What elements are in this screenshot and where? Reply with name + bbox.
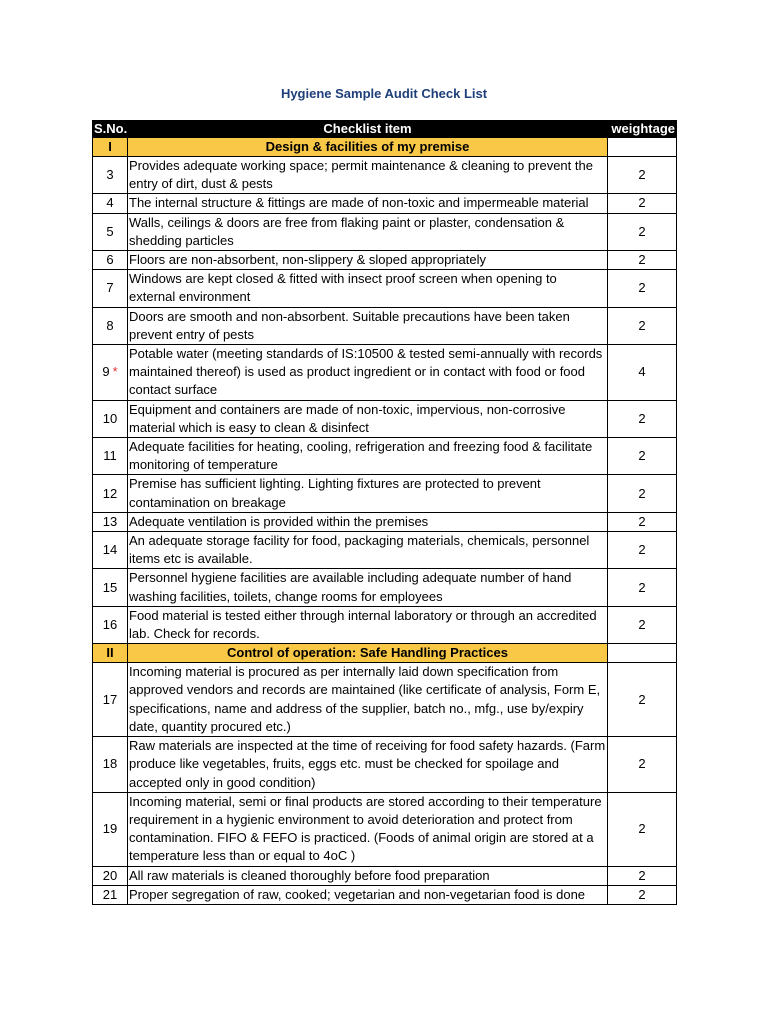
table-row (93, 606, 677, 643)
row-weightage: 2 (608, 194, 677, 213)
checklist-item-text: An adequate storage facility for food, packaging materials, chemicals, personnel items etc is available. (128, 532, 608, 569)
header-checklist-item: Checklist item (128, 121, 608, 138)
checklist-item-text: Potable water (meeting standards of IS:10500 & tested semi-annually with records maintained thereof) is used as product ingredient or in contact with food or food contact surface (128, 345, 608, 401)
checklist-item-text: Personnel hygiene facilities are available including adequate number of hand washing facilities, toilets, change rooms for employees (128, 569, 608, 606)
row-serial-number (93, 663, 128, 737)
critical-mark: * (112, 364, 118, 380)
serial-number-text: 6 (106, 252, 114, 268)
serial-number-text: 7 (106, 280, 114, 296)
checklist-item-text: Incoming material is procured as per internally laid down specification from approved vendors and records are maintained (like certificate of analysis, Form E, specifications, name and address of the supplier, batch no., mfg., use by/expiry date, quantity procured etc.) (128, 663, 608, 737)
table-body (93, 138, 677, 905)
table-row (93, 194, 677, 213)
row-serial-number (93, 737, 128, 793)
serial-number-text: 9 (102, 364, 110, 380)
row-weightage: 2 (608, 885, 677, 904)
section-title: Control of operation: Safe Handling Practices (128, 644, 608, 663)
serial-number-text: I (108, 139, 112, 154)
table-row (93, 251, 677, 270)
serial-number-text: 17 (102, 691, 118, 707)
serial-number-text: 8 (106, 317, 114, 333)
row-serial-number (93, 270, 128, 307)
checklist-item-text: Windows are kept closed & fitted with insect proof screen when opening to external environment (128, 270, 608, 307)
checklist-item-text: Premise has sufficient lighting. Lighting fixtures are protected to prevent contamination on breakage (128, 475, 608, 512)
checklist-item-text: Provides adequate working space; permit maintenance & cleaning to prevent the entry of dirt, dust & pests (128, 157, 608, 194)
row-weightage: 2 (608, 606, 677, 643)
row-serial-number (93, 138, 128, 157)
table-row (93, 307, 677, 344)
table-row (93, 866, 677, 885)
row-serial-number (93, 345, 128, 401)
serial-number-text: 16 (102, 616, 118, 632)
row-weightage: 2 (608, 400, 677, 437)
serial-number-text: 21 (102, 886, 118, 902)
row-serial-number (93, 792, 128, 866)
row-serial-number (93, 251, 128, 270)
table-row (93, 512, 677, 531)
row-weightage: 4 (608, 345, 677, 401)
table-row (93, 663, 677, 737)
row-weightage: 2 (608, 270, 677, 307)
table-row (93, 345, 677, 401)
row-serial-number (93, 512, 128, 531)
row-serial-number (93, 157, 128, 194)
serial-number-text: 12 (102, 485, 118, 501)
table-row (93, 792, 677, 866)
row-weightage (608, 644, 677, 663)
row-serial-number (93, 213, 128, 250)
checklist-item-text: Raw materials are inspected at the time of receiving for food safety hazards. (Farm produce like vegetables, fruits, eggs etc. must be checked for spoilage and accepted only in good condition) (128, 737, 608, 793)
checklist-item-text: Floors are non-absorbent, non-slippery & sloped appropriately (128, 251, 608, 270)
row-serial-number (93, 606, 128, 643)
table-row (93, 213, 677, 250)
document-title: Hygiene Sample Audit Check List (280, 86, 488, 101)
audit-checklist-table (92, 120, 677, 905)
serial-number-text: 20 (102, 867, 118, 883)
row-serial-number (93, 532, 128, 569)
checklist-item-text: The internal structure & fittings are made of non-toxic and impermeable material (128, 194, 608, 213)
checklist-item-text: All raw materials is cleaned thoroughly before food preparation (128, 866, 608, 885)
section-title: Design & facilities of my premise (128, 138, 608, 157)
checklist-item-text: Equipment and containers are made of non-toxic, impervious, non-corrosive material which is easy to clean & disinfect (128, 400, 608, 437)
serial-number-text: 14 (102, 542, 118, 558)
table-row (93, 270, 677, 307)
row-serial-number (93, 644, 128, 663)
checklist-item-text: Incoming material, semi or final products are stored according to their temperature requirement in a hygienic environment to avoid deterioration and protect from contamination. FIFO & FEFO is practiced. (Foods of animal origin are stored at a temperature less than or equal to 4oC ) (128, 792, 608, 866)
table-row (93, 475, 677, 512)
row-weightage: 2 (608, 663, 677, 737)
checklist-item-text: Walls, ceilings & doors are free from flaking paint or plaster, condensation & shedding particles (128, 213, 608, 250)
section-row (93, 644, 677, 663)
table-row (93, 885, 677, 904)
checklist-item-text: Proper segregation of raw, cooked; vegetarian and non-vegetarian food is done (128, 885, 608, 904)
checklist-item-text: Food material is tested either through internal laboratory or through an accredited lab. Check for records. (128, 606, 608, 643)
row-weightage (608, 138, 677, 157)
row-weightage: 2 (608, 438, 677, 475)
row-weightage: 2 (608, 512, 677, 531)
row-weightage: 2 (608, 792, 677, 866)
row-serial-number (93, 475, 128, 512)
serial-number-text: 15 (102, 579, 118, 595)
row-weightage: 2 (608, 737, 677, 793)
section-row (93, 138, 677, 157)
serial-number-text: 18 (102, 756, 118, 772)
serial-number-text: 13 (102, 513, 118, 529)
header-sno: S.No. (94, 121, 128, 136)
serial-number-text: 10 (102, 410, 118, 426)
serial-number-text: 3 (106, 167, 114, 183)
row-weightage: 2 (608, 475, 677, 512)
row-serial-number (93, 438, 128, 475)
serial-number-text: II (106, 645, 114, 661)
row-weightage: 2 (608, 532, 677, 569)
row-serial-number (93, 400, 128, 437)
row-weightage: 2 (608, 866, 677, 885)
table-row (93, 569, 677, 606)
serial-number-text: 11 (103, 448, 117, 464)
table-row (93, 438, 677, 475)
row-serial-number (93, 569, 128, 606)
table-row (93, 400, 677, 437)
checklist-item-text: Adequate facilities for heating, cooling, refrigeration and freezing food & facilitate monitoring of temperature (128, 438, 608, 475)
serial-number-text: 4 (106, 195, 114, 211)
header-weightage: weightage (608, 121, 677, 138)
row-serial-number (93, 194, 128, 213)
table-row (93, 157, 677, 194)
checklist-item-text: Adequate ventilation is provided within the premises (128, 512, 608, 531)
row-weightage: 2 (608, 157, 677, 194)
row-weightage: 2 (608, 213, 677, 250)
row-serial-number (93, 307, 128, 344)
row-weightage: 2 (608, 307, 677, 344)
checklist-item-text: Doors are smooth and non-absorbent. Suitable precautions have been taken prevent entry of pests (128, 307, 608, 344)
table-row (93, 532, 677, 569)
row-serial-number (93, 885, 128, 904)
serial-number-text: 19 (102, 821, 118, 836)
serial-number-text: 5 (106, 223, 114, 239)
row-weightage: 2 (608, 251, 677, 270)
row-serial-number (93, 866, 128, 885)
table-row (93, 737, 677, 793)
table-header-row (93, 121, 677, 138)
row-weightage: 2 (608, 569, 677, 606)
